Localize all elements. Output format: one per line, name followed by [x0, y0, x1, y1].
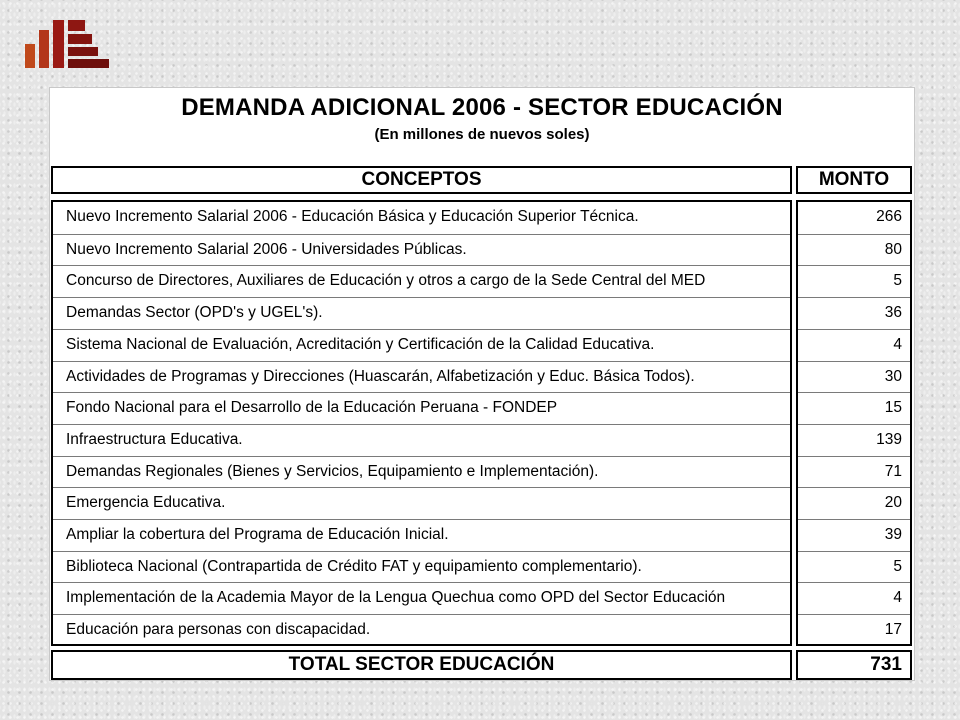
amount-cell: 139	[798, 424, 910, 456]
amount-cell: 20	[798, 487, 910, 519]
concept-cell: Biblioteca Nacional (Contrapartida de Crédito FAT y equipamiento complementario).	[53, 551, 790, 583]
concept-cell: Emergencia Educativa.	[53, 487, 790, 519]
header-amount: MONTO	[796, 166, 912, 194]
total-label: TOTAL SECTOR EDUCACIÓN	[51, 650, 792, 680]
amount-column	[796, 200, 912, 646]
concept-cell: Sistema Nacional de Evaluación, Acreditación y Certificación de la Calidad Educativa.	[53, 329, 790, 361]
concept-cell: Fondo Nacional para el Desarrollo de la Educación Peruana - FONDEP	[53, 392, 790, 424]
concept-cell: Concurso de Directores, Auxiliares de Educación y otros a cargo de la Sede Central del MED	[53, 265, 790, 297]
amount-cell: 80	[798, 234, 910, 266]
amount-cell: 5	[798, 551, 910, 583]
concept-cell: Nuevo Incremento Salarial 2006 - Universidades Públicas.	[53, 234, 790, 266]
concept-cell: Educación para personas con discapacidad.	[53, 614, 790, 646]
amount-cell: 17	[798, 614, 910, 646]
amount-cell: 4	[798, 329, 910, 361]
amount-cell: 15	[798, 392, 910, 424]
amount-cell: 266	[876, 208, 902, 225]
concept-cell: Ampliar la cobertura del Programa de Educación Inicial.	[53, 519, 790, 551]
total-amount: 731	[796, 650, 912, 680]
concept-cell: Nuevo Incremento Salarial 2006 - Educación Básica y Educación Superior Técnica.	[66, 208, 639, 225]
table-subtitle: (En millones de nuevos soles)	[374, 126, 590, 143]
concept-cell: Actividades de Programas y Direcciones (Huascarán, Alfabetización y Educ. Básica Todos).	[53, 361, 790, 393]
amount-cell: 4	[798, 582, 910, 614]
concept-cell: Infraestructura Educativa.	[53, 424, 790, 456]
table-title: DEMANDA ADICIONAL 2006 - SECTOR EDUCACIÓN	[181, 94, 783, 121]
concept-cell: Implementación de la Academia Mayor de la Lengua Quechua como OPD del Sector Educación	[53, 582, 790, 614]
table-title-area	[50, 88, 914, 160]
concept-cell: Demandas Sector (OPD's y UGEL's).	[53, 297, 790, 329]
amount-cell: 36	[798, 297, 910, 329]
amount-cell: 5	[798, 265, 910, 297]
bar-chart-logo-icon	[25, 18, 111, 68]
budget-table-sheet	[50, 88, 914, 680]
amount-cell: 30	[798, 361, 910, 393]
header-concepts: CONCEPTOS	[51, 166, 792, 194]
concept-cell: Demandas Regionales (Bienes y Servicios, Equipamiento e Implementación).	[53, 456, 790, 488]
amount-cell: 39	[798, 519, 910, 551]
concepts-column	[51, 200, 792, 646]
amount-cell: 71	[798, 456, 910, 488]
